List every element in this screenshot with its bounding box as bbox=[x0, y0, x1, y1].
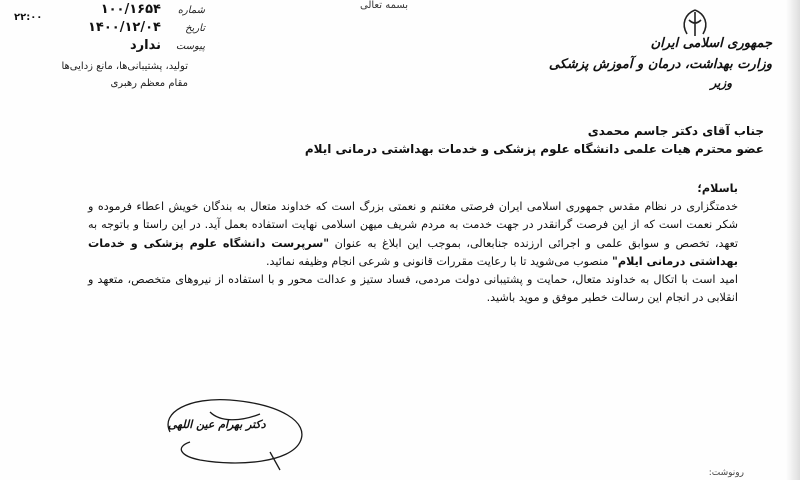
footer-note: رونوشت: bbox=[708, 468, 744, 478]
copy-line-1: تولید، پشتیبانی‌ها، مانع زدایی‌ها bbox=[61, 61, 188, 72]
recipient-title: عضو محترم هیات علمی دانشگاه علوم پزشکی و خدمات بهداشتی درمانی ایلام bbox=[304, 142, 764, 156]
meta-number-value: ۱۰۰/۱۶۵۴ bbox=[100, 2, 161, 17]
body-paragraph-1 bbox=[88, 198, 738, 271]
body-paragraph-1-end: منصوب می‌شوید تا با رعایت مقررات قانونی و شرعی انجام وظیفه نمائید. bbox=[265, 254, 609, 268]
meta-attachment-label: پیوست bbox=[175, 41, 205, 52]
page-edge-shadow bbox=[786, 0, 800, 480]
meta-attachment-row bbox=[88, 38, 205, 56]
meta-date-value: ۱۴۰۰/۱۲/۰۴ bbox=[88, 20, 161, 35]
copy-line-2: مقام معظم رهبری bbox=[110, 78, 188, 89]
office-name: وزیر bbox=[710, 76, 732, 90]
copy-recipients bbox=[58, 58, 188, 92]
emblem-icon bbox=[663, 8, 727, 38]
meta-number-row bbox=[88, 2, 205, 20]
appointment-title: "سرپرست دانشگاه علوم پزشکی و خدمات بهداشتی درمانی ایلام" bbox=[88, 236, 738, 268]
body-paragraph-2: امید است با اتکال به خداوند متعال، حمایت و پشتیبانی دولت مردمی، فساد ستیز و عدالت محور و با استفاده از نیروهای متخصص، متعهد و انقلابی در انجام این رسالت خطیر موفق و موید باشید. bbox=[88, 273, 738, 305]
meta-date-label: تاریخ bbox=[185, 23, 205, 34]
meta-date-row bbox=[88, 20, 205, 38]
header-top-fragment: بسمه تعالی bbox=[360, 0, 409, 11]
body-paragraph-1-text: خدمتگزاری در نظام مقدس جمهوری اسلامی ایران فرصتی مغتنم و نعمتی بزرگ است که خداوند متعال به بندگان خویش اعطاء فرموده و شکر نعمت است که از این فرصت گرانقدر در جهت خدمت به مردم شریف میهن اسلامی نهایت استفاده بعمل آید. در این راستا و باتوجه به تعهد، تخصص و سوابق علمی و اجرائی ارزنده جنابعالی، بموجب این ابلاغ به عنوان bbox=[88, 200, 738, 250]
recipient-block bbox=[305, 124, 764, 156]
meta-attachment-value: ندارد bbox=[129, 38, 161, 53]
ministry-header bbox=[549, 36, 772, 90]
signatory-name: دکتر بهرام عین اللهی bbox=[168, 418, 266, 431]
time-code: ۲۲:۰۰ bbox=[14, 12, 43, 23]
country-name: جمهوری اسلامی ایران bbox=[650, 36, 772, 51]
greeting: باسلام؛ bbox=[697, 182, 738, 195]
ministry-name: وزارت بهداشت، درمان و آموزش پزشکی bbox=[548, 57, 772, 72]
letter-body bbox=[88, 180, 738, 307]
meta-number-label: شماره bbox=[177, 5, 205, 16]
recipient-name: جناب آقای دکتر جاسم محمدی bbox=[587, 124, 764, 138]
signature-icon bbox=[150, 392, 320, 472]
letter-metadata bbox=[88, 2, 205, 56]
